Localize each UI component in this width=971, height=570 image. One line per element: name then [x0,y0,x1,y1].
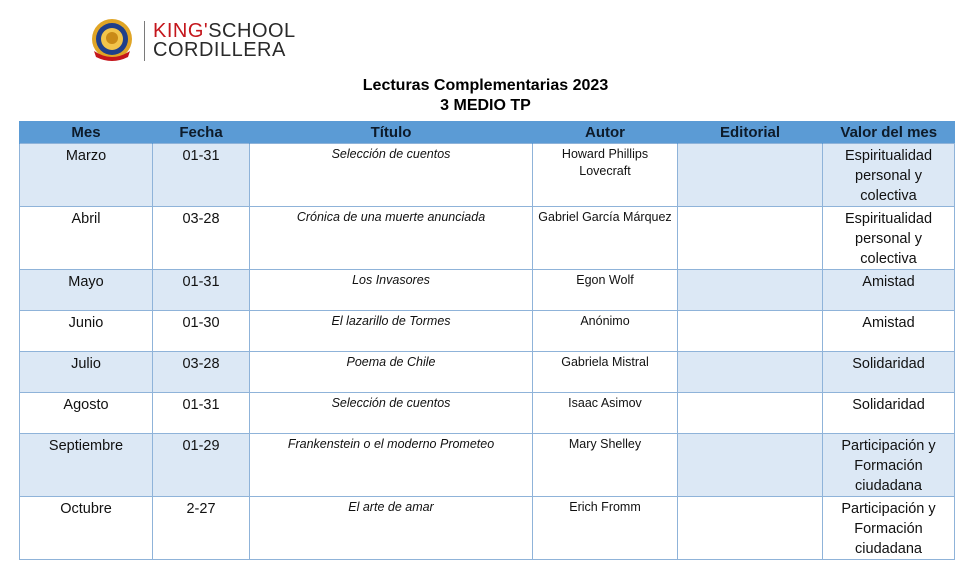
cell-titulo: Selección de cuentos [250,393,533,434]
logo-school: SCHOOL [208,20,296,42]
table-row [20,207,955,270]
cell-fecha: 01-30 [153,311,250,352]
cell-titulo: Poema de Chile [250,352,533,393]
table-row [20,311,955,352]
table-row [20,497,955,560]
cell-autor: Mary Shelley [533,434,678,497]
column-header-autor: Autor [533,121,678,144]
page-subtitle: 3 MEDIO TP [440,97,531,114]
table-row [20,270,955,311]
cell-fecha: 03-28 [153,207,250,270]
cell-mes: Octubre [20,497,153,560]
table-row [20,144,955,207]
cell-autor: Erich Fromm [533,497,678,560]
cell-autor: Anónimo [533,311,678,352]
cell-titulo: El lazarillo de Tormes [250,311,533,352]
cell-fecha: 01-31 [153,270,250,311]
logo-divider [144,21,145,61]
cell-mes: Julio [20,352,153,393]
cell-fecha: 2-27 [153,497,250,560]
cell-valor: Solidaridad [823,352,955,393]
cell-autor: Gabriel García Márquez [533,207,678,270]
school-crest-icon [88,17,136,65]
cell-editorial [678,311,823,352]
cell-editorial [678,393,823,434]
cell-autor: Howard Phillips Lovecraft [533,144,678,207]
cell-autor: Gabriela Mistral [533,352,678,393]
cell-mes: Junio [20,311,153,352]
cell-valor: Participación y Formación ciudadana [823,434,955,497]
logo-cordillera: CORDILLERA [153,39,286,61]
cell-editorial [678,497,823,560]
cell-mes: Agosto [20,393,153,434]
table-row [20,352,955,393]
cell-mes: Septiembre [20,434,153,497]
cell-titulo: Los Invasores [250,270,533,311]
school-logo [88,15,296,67]
cell-editorial [678,352,823,393]
column-header-valor: Valor del mes [823,121,955,144]
logo-king: KING' [153,20,209,42]
cell-mes: Mayo [20,270,153,311]
logo-wordmark [153,22,296,60]
cell-autor: Egon Wolf [533,270,678,311]
document-heading [0,76,971,116]
cell-valor: Amistad [823,311,955,352]
cell-editorial [678,144,823,207]
cell-titulo: El arte de amar [250,497,533,560]
cell-fecha: 01-31 [153,144,250,207]
cell-fecha: 01-31 [153,393,250,434]
cell-valor: Amistad [823,270,955,311]
cell-fecha: 03-28 [153,352,250,393]
cell-autor: Isaac Asimov [533,393,678,434]
column-header-fecha: Fecha [153,121,250,144]
cell-titulo: Frankenstein o el moderno Prometeo [250,434,533,497]
page-title: Lecturas Complementarias 2023 [362,77,609,94]
cell-mes: Marzo [20,144,153,207]
cell-mes: Abril [20,207,153,270]
cell-editorial [678,207,823,270]
cell-valor: Participación y Formación ciudadana [823,497,955,560]
cell-valor: Espiritualidad personal y colectiva [823,144,955,207]
column-header-mes: Mes [20,121,153,144]
table-header-row [20,121,955,144]
cell-editorial [678,270,823,311]
cell-titulo: Crónica de una muerte anunciada [250,207,533,270]
cell-valor: Solidaridad [823,393,955,434]
cell-fecha: 01-29 [153,434,250,497]
readings-table [19,121,955,560]
cell-editorial [678,434,823,497]
table-row [20,434,955,497]
cell-titulo: Selección de cuentos [250,144,533,207]
table-row [20,393,955,434]
cell-valor: Espiritualidad personal y colectiva [823,207,955,270]
column-header-titulo: Título [250,121,533,144]
column-header-editorial: Editorial [678,121,823,144]
